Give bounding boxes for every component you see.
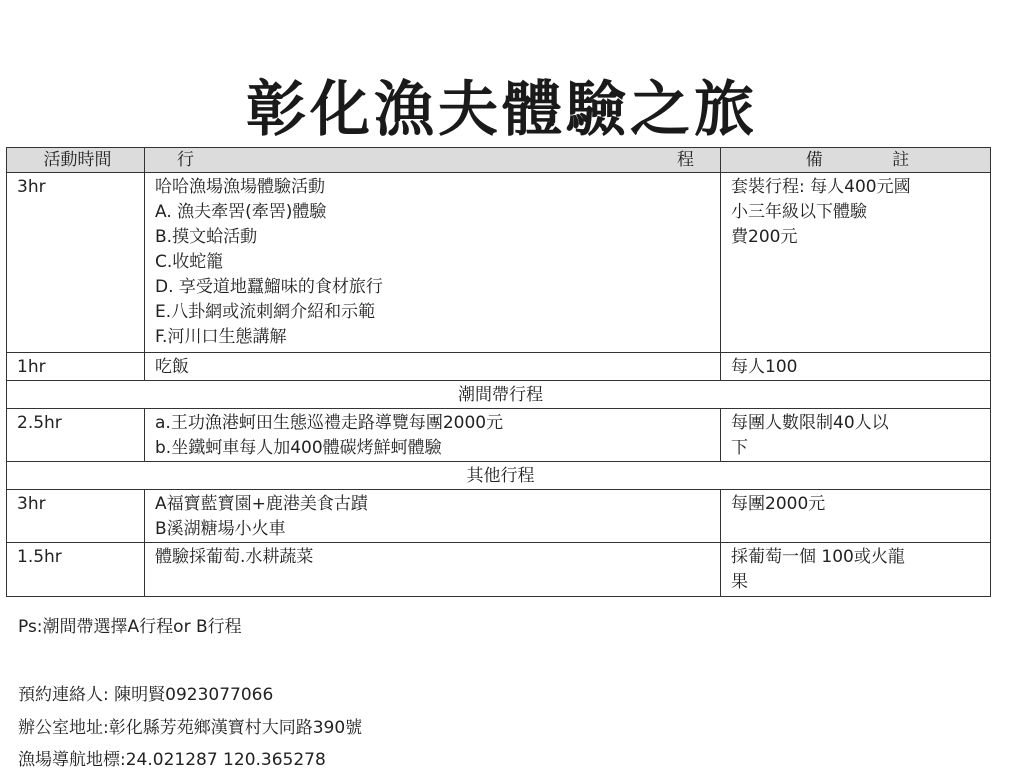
row-notes [721,490,991,543]
row-notes [721,353,991,381]
item-line: F.河川口生態講解 [155,327,287,347]
header-notes [721,148,991,173]
row-items [145,490,721,543]
row-notes [721,173,991,353]
footer-address: 辦公室地址:彰化縣芳苑鄉漢寶村大同路390號 [18,718,363,738]
item-line: B溪湖糖場小火車 [155,519,286,539]
item-line: D. 享受道地蠶鰡味的食材旅行 [155,277,383,297]
note-line: 每人100 [731,357,798,377]
table-row [7,409,991,462]
item-line: 體驗採葡萄.水耕蔬菜 [155,547,314,567]
row-notes [721,543,991,597]
note-line: 每團人數限制40人以 [731,413,889,433]
itinerary-table [6,147,991,597]
row-items [145,353,721,381]
table-row [7,543,991,597]
row-time: 3hr [7,490,145,543]
header-itinerary-right: 程 [677,150,694,170]
footer-contact: 預約連絡人: 陳明賢0923077066 [18,685,274,705]
item-line: A. 漁夫牽罟(牽罟)體驗 [155,202,327,222]
item-line: B.摸文蛤活動 [155,227,258,247]
table-row [7,490,991,543]
item-line: E.八卦網或流刺網介紹和示範 [155,302,376,322]
item-line: a.王功漁港蚵田生態巡禮走路導覽每團2000元 [155,413,504,433]
note-line: 套裝行程: 每人400元國 [731,177,911,197]
note-line: 小三年級以下體驗 [731,202,867,222]
table-row [7,173,991,353]
row-items [145,409,721,462]
item-line: 哈哈漁場漁場體驗活動 [155,177,325,197]
item-line: C.收蛇籠 [155,252,224,272]
section-row [7,462,991,490]
header-notes-left: 備 [805,150,823,170]
header-time-label: 活動時間 [43,150,112,170]
row-items [145,173,721,353]
section-title: 其他行程 [7,462,991,490]
item-line: A福寶藍寶園+鹿港美食古蹟 [155,494,368,514]
item-line: 吃飯 [155,357,189,377]
table-header-row [7,148,991,173]
footer-ps: Ps:潮間帶選擇A行程or B行程 [18,617,242,637]
note-line: 果 [731,572,748,592]
header-itinerary [145,148,721,173]
note-line: 每團2000元 [731,494,826,514]
section-row [7,381,991,409]
page-title: 彰化漁夫體驗之旅 [246,75,758,145]
header-notes-right: 註 [892,150,910,170]
note-line: 下 [731,438,748,458]
row-items [145,543,721,597]
table-row [7,353,991,381]
row-time: 3hr [7,173,145,353]
row-time: 1hr [7,353,145,381]
note-line: 採葡萄一個 100或火龍 [731,547,905,567]
footer-gps: 漁場導航地標:24.021287 120.365278 [18,750,326,770]
row-notes [721,409,991,462]
row-time: 1.5hr [7,543,145,597]
header-time [7,148,145,173]
row-time: 2.5hr [7,409,145,462]
section-title: 潮間帶行程 [7,381,991,409]
header-itinerary-left: 行 [177,150,194,170]
note-line: 費200元 [731,227,798,247]
item-line: b.坐鐵蚵車每人加400體碳烤鮮蚵體驗 [155,438,442,458]
